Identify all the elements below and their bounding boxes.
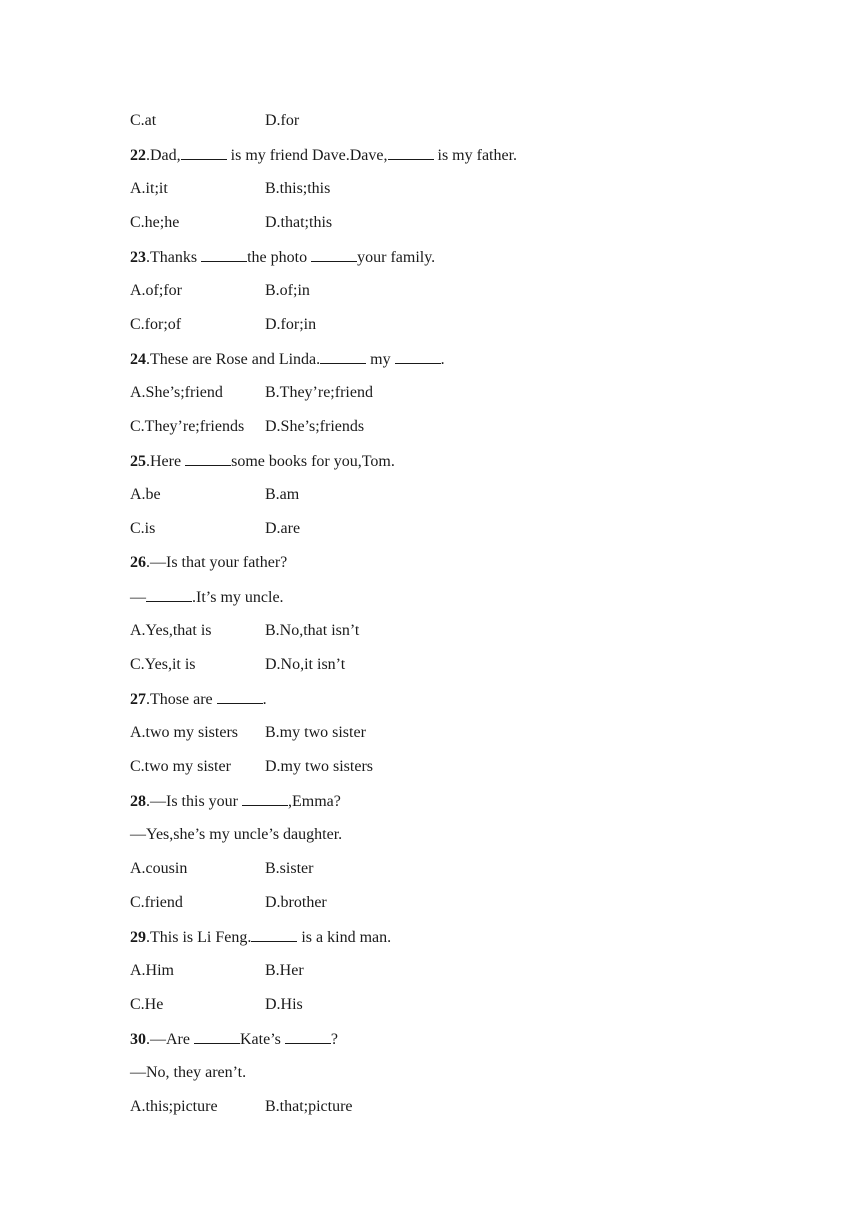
answer-option: B.of;in	[265, 282, 310, 299]
options-row	[130, 620, 770, 654]
answer-blank	[285, 1028, 331, 1044]
answer-blank	[181, 144, 227, 160]
question-number: 29	[130, 929, 146, 946]
question-number: 23	[130, 249, 146, 266]
question-text: the photo	[247, 249, 312, 266]
question-text: ?	[330, 1031, 338, 1048]
question-text: my	[366, 351, 395, 368]
question-text: .—Is that your father?	[146, 554, 288, 571]
answer-option: A.be	[130, 486, 161, 503]
question-text: .These are Rose and Linda.	[146, 351, 321, 368]
answer-option: D.that;this	[265, 214, 333, 231]
question-text: is my friend Dave.Dave,	[226, 147, 388, 164]
answer-option: C.He	[130, 996, 164, 1013]
answer-option: B.Her	[265, 962, 304, 979]
answer-option: C.at	[130, 112, 157, 129]
question-stem	[130, 144, 770, 178]
answer-option: D.are	[265, 520, 301, 537]
answer-blank	[395, 348, 441, 364]
answer-option: A.Yes,that is	[130, 622, 212, 639]
options-row	[130, 858, 770, 892]
answer-option: B.No,that isn’t	[265, 622, 360, 639]
options-row	[130, 756, 770, 790]
answer-blank	[388, 144, 434, 160]
question-text: .Those are	[146, 691, 217, 708]
answer-blank	[251, 926, 297, 942]
answer-option: C.friend	[130, 894, 183, 911]
answer-option: C.he;he	[130, 214, 180, 231]
question-text: .Thanks	[146, 249, 202, 266]
options-row	[130, 382, 770, 416]
options-row	[130, 212, 770, 246]
question-text: —Yes,she’s my uncle’s daughter.	[130, 826, 343, 843]
answer-option: A.this;picture	[130, 1098, 218, 1115]
question-text: Kate’s	[239, 1031, 285, 1048]
dialogue-line	[130, 824, 770, 858]
answer-blank	[242, 790, 288, 806]
question-stem	[130, 926, 770, 960]
question-text: —	[130, 589, 146, 606]
question-number: 30	[130, 1031, 146, 1048]
answer-option: B.am	[265, 486, 300, 503]
dialogue-line	[130, 1062, 770, 1096]
answer-option: D.His	[265, 996, 303, 1013]
answer-blank	[217, 688, 263, 704]
answer-blank	[320, 348, 366, 364]
answer-option: D.my two sisters	[265, 758, 373, 775]
options-row	[130, 484, 770, 518]
question-text: is a kind man.	[297, 929, 392, 946]
question-text: .It’s my uncle.	[192, 589, 284, 606]
options-row	[130, 654, 770, 688]
question-text: .—Is this your	[146, 793, 242, 810]
answer-option: D.No,it isn’t	[265, 656, 346, 673]
answer-blank	[146, 586, 192, 602]
question-text: your family.	[357, 249, 436, 266]
question-stem	[130, 246, 770, 280]
question-stem	[130, 1028, 770, 1062]
question-number: 26	[130, 554, 146, 571]
question-text: .—Are	[146, 1031, 194, 1048]
answer-option: A.two my sisters	[130, 724, 238, 741]
answer-option: D.She’s;friends	[265, 418, 365, 435]
answer-option: C.Yes,it is	[130, 656, 196, 673]
answer-option: A.of;for	[130, 282, 182, 299]
question-text: .	[262, 691, 267, 708]
answer-option: C.is	[130, 520, 156, 537]
dialogue-line	[130, 586, 770, 620]
answer-option: B.my two sister	[265, 724, 366, 741]
answer-option: C.two my sister	[130, 758, 231, 775]
question-stem	[130, 688, 770, 722]
question-text: is my father.	[433, 147, 518, 164]
question-text: .	[440, 351, 445, 368]
options-row	[130, 416, 770, 450]
answer-blank	[201, 246, 247, 262]
answer-option: A.it;it	[130, 180, 168, 197]
worksheet-page	[130, 110, 770, 1130]
question-number: 22	[130, 147, 146, 164]
question-number: 28	[130, 793, 146, 810]
answer-blank	[311, 246, 357, 262]
options-row	[130, 722, 770, 756]
answer-option: C.for;of	[130, 316, 182, 333]
answer-option: B.sister	[265, 860, 314, 877]
answer-option: D.for;in	[265, 316, 317, 333]
answer-option: D.brother	[265, 894, 327, 911]
question-stem	[130, 348, 770, 382]
question-stem	[130, 790, 770, 824]
answer-option: C.They’re;friends	[130, 418, 245, 435]
question-text: ,Emma?	[288, 793, 341, 810]
question-stem	[130, 450, 770, 484]
options-row	[130, 178, 770, 212]
answer-blank	[185, 450, 231, 466]
question-number: 25	[130, 453, 146, 470]
answer-option: B.that;picture	[265, 1098, 353, 1115]
question-number: 24	[130, 351, 146, 368]
question-stem	[130, 552, 770, 586]
options-row	[130, 1096, 770, 1130]
answer-option: B.They’re;friend	[265, 384, 373, 401]
question-text: .This is Li Feng.	[146, 929, 252, 946]
options-row	[130, 892, 770, 926]
answer-option: B.this;this	[265, 180, 331, 197]
question-number: 27	[130, 691, 146, 708]
answer-option: A.She’s;friend	[130, 384, 223, 401]
options-row	[130, 518, 770, 552]
question-text: some books for you,Tom.	[231, 453, 395, 470]
answer-blank	[194, 1028, 240, 1044]
answer-option: D.for	[265, 112, 300, 129]
options-row	[130, 314, 770, 348]
answer-option: A.Him	[130, 962, 174, 979]
answer-option: A.cousin	[130, 860, 188, 877]
options-row	[130, 960, 770, 994]
options-row	[130, 994, 770, 1028]
question-text: —No, they aren’t.	[130, 1064, 247, 1081]
question-text: .Here	[146, 453, 186, 470]
question-text: .Dad,	[146, 147, 181, 164]
options-row	[130, 280, 770, 314]
options-row	[130, 110, 770, 144]
